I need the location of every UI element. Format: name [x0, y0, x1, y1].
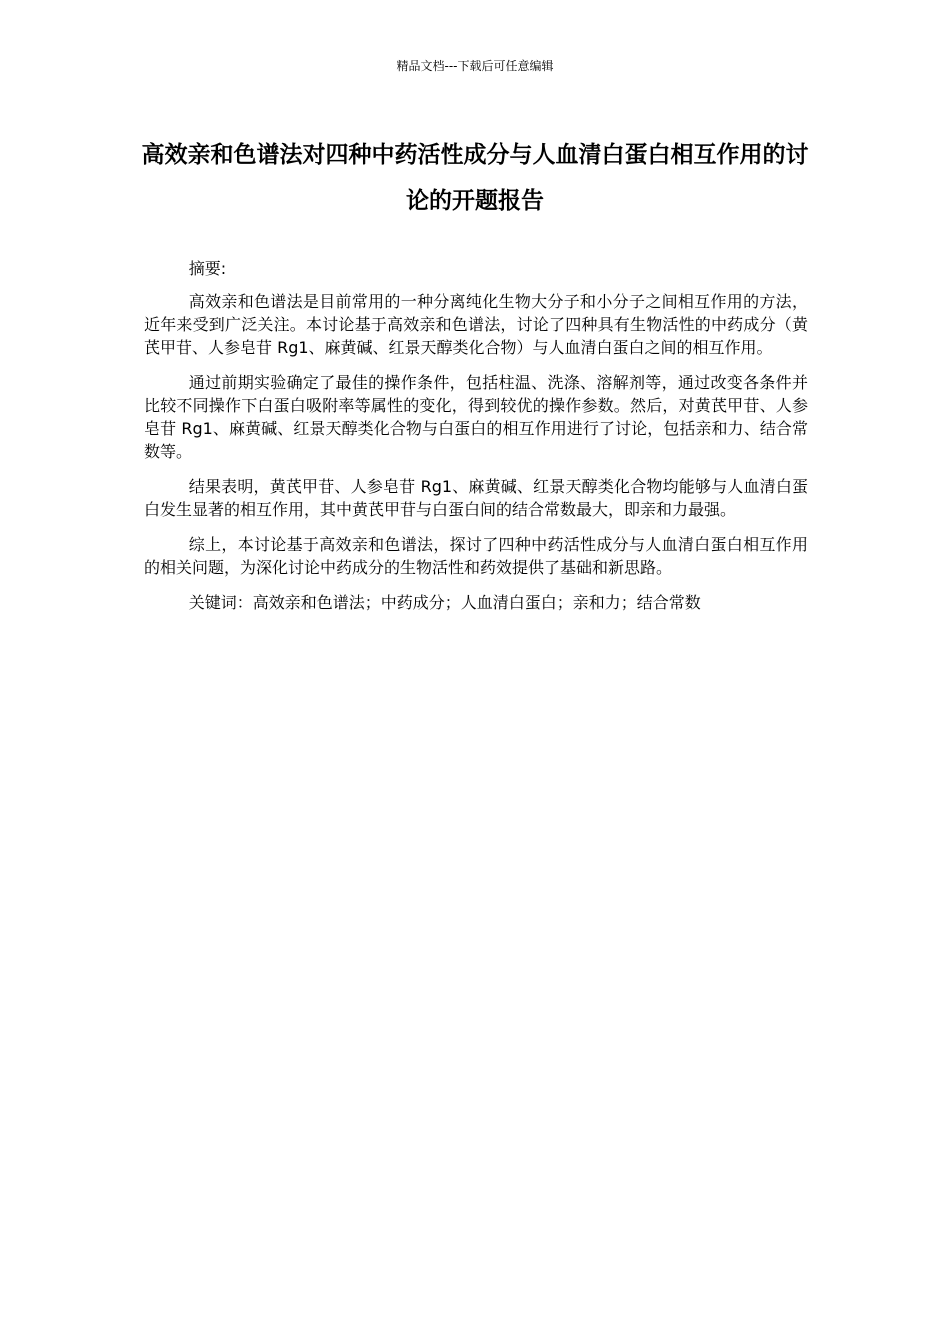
paragraph-results: 结果表明，黄芪甲苷、人参皂苷 Rg1、麻黄碱、红景天醇类化合物均能够与人血清白蛋白发生显著的相互作用，其中黄芪甲苷与白蛋白间的结合常数最大，即亲和力最强。: [144, 477, 808, 519]
paragraph-methods: 通过前期实验确定了最佳的操作条件，包括柱温、洗涤、溶解剂等，通过改变各条件并比较不同操作下白蛋白吸附率等属性的变化，得到较优的操作参数。然后，对黄芪甲苷、人参皂苷 Rg1、麻黄碱、红景天醇类化合物与白蛋白的相互作用进行了讨论，包括亲和力、结合常数等。: [144, 373, 808, 461]
document-body: [144, 257, 808, 626]
paragraph-conclusion: 综上，本讨论基于高效亲和色谱法，探讨了四种中药活性成分与人血清白蛋白相互作用的相关问题，为深化讨论中药成分的生物活性和药效提供了基础和新思路。: [144, 535, 808, 577]
keywords-line: 关键词：高效亲和色谱法；中药成分；人血清白蛋白；亲和力；结合常数: [188, 593, 701, 612]
abstract-label: 摘要:: [188, 259, 227, 278]
document-title: 高效亲和色谱法对四种中药活性成分与人血清白蛋白相互作用的讨论的开题报告: [141, 142, 809, 214]
paragraph-intro: 高效亲和色谱法是目前常用的一种分离纯化生物大分子和小分子之间相互作用的方法，近年来受到广泛关注。本讨论基于高效亲和色谱法，讨论了四种具有生物活性的中药成分（黄芪甲苷、人参皂苷 Rg1、麻黄碱、红景天醇类化合物）与人血清白蛋白之间的相互作用。: [144, 292, 808, 357]
header-note: 精品文档---下载后可任意编辑: [396, 59, 554, 73]
